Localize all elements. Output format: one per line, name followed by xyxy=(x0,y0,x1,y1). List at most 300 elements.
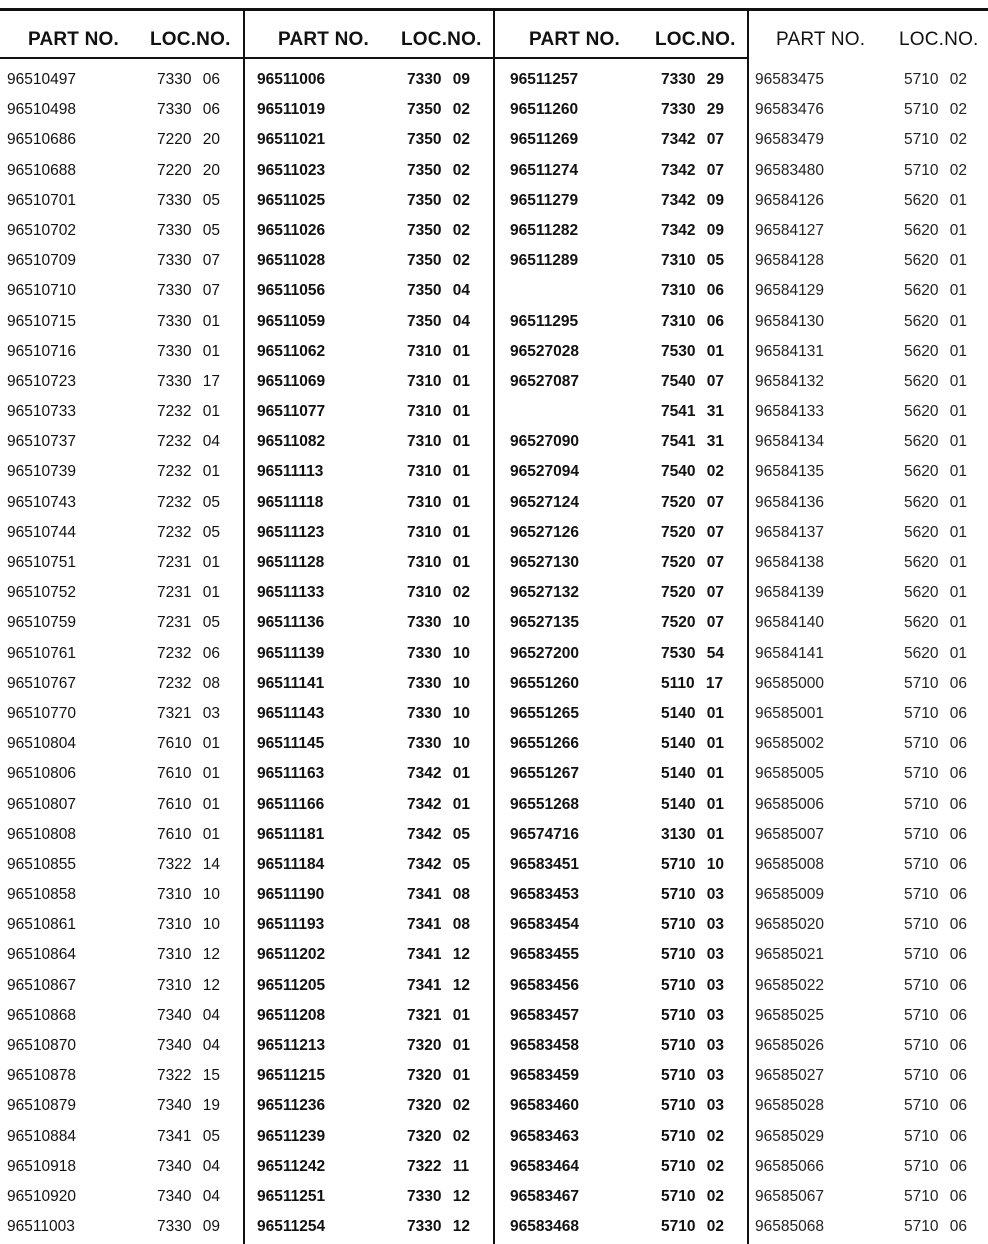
location-number: 7220 20 xyxy=(157,161,221,179)
location-number: 7310 01 xyxy=(407,433,471,451)
part-number: 96584127 xyxy=(755,221,824,239)
location-number: 5710 06 xyxy=(904,674,968,692)
location-number: 7341 08 xyxy=(407,886,471,904)
part-number: 96511021 xyxy=(257,131,326,149)
table-row xyxy=(495,1184,747,1214)
part-number: 96511184 xyxy=(257,855,325,873)
table-row xyxy=(495,429,747,459)
location-number: 7330 09 xyxy=(407,71,471,88)
table-row xyxy=(245,671,493,701)
part-number: 96511251 xyxy=(257,1187,326,1205)
table-row xyxy=(749,399,988,429)
parts-column-2 xyxy=(245,11,493,1244)
table-row xyxy=(0,158,243,188)
table-row xyxy=(495,580,747,610)
part-number: 96584136 xyxy=(755,493,824,511)
part-number: 96585021 xyxy=(755,946,824,964)
part-number: 96510767 xyxy=(7,674,76,692)
table-row xyxy=(245,248,493,278)
table-row xyxy=(245,912,493,942)
part-number: 96511236 xyxy=(257,1097,326,1115)
part-number: 96585005 xyxy=(755,765,824,783)
table-row xyxy=(495,1033,747,1063)
part-number: 96511208 xyxy=(257,1006,326,1024)
part-number: 96527028 xyxy=(510,342,579,360)
table-row xyxy=(749,369,988,399)
part-no-header: PART NO. xyxy=(28,29,119,50)
part-no-header: PART NO. xyxy=(529,29,620,50)
location-number: 5710 02 xyxy=(904,131,968,149)
part-number: 96511145 xyxy=(257,735,325,753)
table-row xyxy=(495,1214,747,1244)
location-number: 7310 06 xyxy=(661,312,725,330)
location-number: 5710 06 xyxy=(904,1097,968,1115)
location-number: 5620 01 xyxy=(904,463,968,481)
table-row xyxy=(245,882,493,912)
location-number: 7330 29 xyxy=(661,101,725,119)
table-row xyxy=(749,1093,988,1123)
part-number: 96584138 xyxy=(755,554,824,571)
table-row xyxy=(495,218,747,248)
table-row xyxy=(749,792,988,822)
part-number: 96583467 xyxy=(510,1187,579,1205)
location-number: 5710 02 xyxy=(661,1218,725,1236)
table-row xyxy=(0,1214,243,1244)
part-number: 96584141 xyxy=(755,644,824,662)
location-number: 5620 01 xyxy=(904,312,968,330)
part-number: 96583457 xyxy=(510,1006,579,1024)
location-number: 7310 12 xyxy=(157,976,221,994)
table-row xyxy=(495,1063,747,1093)
table-row xyxy=(0,309,243,339)
location-number: 7341 12 xyxy=(407,946,471,964)
location-number: 5710 02 xyxy=(661,1127,725,1145)
location-number: 7310 05 xyxy=(661,252,725,270)
part-number: 96510751 xyxy=(7,554,76,571)
location-number: 5620 01 xyxy=(904,493,968,511)
table-row xyxy=(245,188,493,218)
location-number: 7330 10 xyxy=(407,704,471,722)
location-number: 5110 17 xyxy=(661,674,724,692)
location-number: 7231 01 xyxy=(157,584,221,602)
part-number: 96510733 xyxy=(7,403,76,421)
table-row xyxy=(495,67,747,97)
table-row xyxy=(245,731,493,761)
table-row xyxy=(0,761,243,791)
table-row xyxy=(0,701,243,731)
part-number: 96510752 xyxy=(7,584,76,602)
location-number: 7610 01 xyxy=(157,765,221,783)
location-number: 7330 10 xyxy=(407,674,471,692)
location-number: 5620 01 xyxy=(904,614,968,632)
loc-no-header: LOC.NO. xyxy=(655,29,736,50)
part-no-header: PART NO. xyxy=(278,29,369,50)
location-number: 7341 12 xyxy=(407,976,471,994)
part-number: 96511059 xyxy=(257,312,326,330)
location-number: 5710 03 xyxy=(661,1067,725,1085)
part-number: 96511028 xyxy=(257,252,326,270)
location-number: 7322 14 xyxy=(157,855,221,873)
location-number: 7330 06 xyxy=(157,101,221,119)
part-number: 96510855 xyxy=(7,855,76,873)
table-row xyxy=(245,459,493,489)
table-row xyxy=(495,701,747,731)
part-number: 96584130 xyxy=(755,312,824,330)
table-row xyxy=(245,97,493,127)
location-number: 7350 02 xyxy=(407,101,471,119)
location-number: 7310 01 xyxy=(407,523,471,541)
table-row xyxy=(749,490,988,520)
table-row xyxy=(245,1124,493,1154)
parts-column-1 xyxy=(0,11,243,1244)
part-number: 96527126 xyxy=(510,523,579,541)
part-number: 96584137 xyxy=(755,523,824,541)
part-number: 96511143 xyxy=(257,704,325,722)
table-row xyxy=(245,278,493,308)
location-number: 5710 06 xyxy=(904,765,968,783)
location-number: 7350 02 xyxy=(407,221,471,239)
table-row xyxy=(0,399,243,429)
location-number: 7321 01 xyxy=(407,1006,471,1024)
part-number: 96583458 xyxy=(510,1037,579,1054)
part-number: 96583463 xyxy=(510,1127,579,1145)
location-number: 7330 09 xyxy=(157,1218,221,1236)
part-number: 96510770 xyxy=(7,704,76,722)
location-number: 7342 01 xyxy=(407,765,471,783)
part-number: 96510737 xyxy=(7,433,76,451)
part-number: 96584126 xyxy=(755,191,824,209)
table-row xyxy=(495,399,747,429)
location-number: 7340 04 xyxy=(157,1187,221,1205)
location-number: 5140 01 xyxy=(661,795,725,813)
part-number: 96527090 xyxy=(510,433,579,451)
part-number: 96510868 xyxy=(7,1006,76,1024)
location-number: 7540 02 xyxy=(661,463,725,481)
part-number: 96510808 xyxy=(7,825,76,843)
table-row xyxy=(245,701,493,731)
part-number: 96574716 xyxy=(510,825,579,843)
part-number: 96511025 xyxy=(257,191,326,209)
part-number: 96510497 xyxy=(7,71,76,88)
table-row xyxy=(245,942,493,972)
part-number: 96551265 xyxy=(510,704,579,722)
part-number: 96510858 xyxy=(7,886,76,904)
part-number: 96585026 xyxy=(755,1037,824,1054)
location-number: 7232 01 xyxy=(157,403,221,421)
part-number: 96511254 xyxy=(257,1218,326,1236)
location-number: 7520 07 xyxy=(661,584,725,602)
location-number: 5710 06 xyxy=(904,1006,968,1024)
table-row xyxy=(0,218,243,248)
part-number: 96551267 xyxy=(510,765,579,783)
location-number: 5710 06 xyxy=(904,795,968,813)
column-header xyxy=(495,11,747,67)
table-row xyxy=(245,761,493,791)
location-number: 7342 05 xyxy=(407,825,471,843)
table-row xyxy=(0,520,243,550)
location-number: 7330 10 xyxy=(407,644,471,662)
table-row xyxy=(495,369,747,399)
location-number: 7330 01 xyxy=(157,342,221,360)
part-number: 96511069 xyxy=(257,372,326,390)
part-number: 96551266 xyxy=(510,735,579,753)
location-number: 5620 01 xyxy=(904,644,968,662)
table-row xyxy=(245,641,493,671)
location-number: 5710 06 xyxy=(904,916,968,934)
location-number: 7322 15 xyxy=(157,1067,221,1085)
location-number: 5710 02 xyxy=(904,71,968,88)
location-number: 5620 01 xyxy=(904,403,968,421)
location-number: 5710 06 xyxy=(904,946,968,964)
table-row xyxy=(0,822,243,852)
loc-no-header: LOC.NO. xyxy=(899,29,979,50)
part-number: 96585020 xyxy=(755,916,824,934)
part-number: 96511139 xyxy=(257,644,325,662)
part-number: 96511202 xyxy=(257,946,326,964)
part-number: 96511133 xyxy=(257,584,325,602)
table-row xyxy=(749,309,988,339)
part-number: 96510761 xyxy=(7,644,76,662)
part-number: 96585007 xyxy=(755,825,824,843)
table-row xyxy=(245,399,493,429)
location-number: 7342 01 xyxy=(407,795,471,813)
table-row xyxy=(749,1063,988,1093)
part-number: 96583479 xyxy=(755,131,824,149)
part-number: 96510686 xyxy=(7,131,76,149)
loc-no-header: LOC.NO. xyxy=(150,29,231,50)
table-row xyxy=(245,852,493,882)
location-number: 5710 06 xyxy=(904,855,968,873)
part-number: 96510710 xyxy=(7,282,76,300)
location-number: 5620 01 xyxy=(904,584,968,602)
part-number: 96510688 xyxy=(7,161,76,179)
part-number: 96511279 xyxy=(510,191,579,209)
table-row xyxy=(495,550,747,580)
parts-column-3 xyxy=(495,11,747,1244)
column-header xyxy=(245,11,493,67)
location-number: 7330 10 xyxy=(407,735,471,753)
table-row xyxy=(749,339,988,369)
part-number: 96510878 xyxy=(7,1067,76,1085)
table-row xyxy=(749,1154,988,1184)
location-number: 7610 01 xyxy=(157,825,221,843)
table-row xyxy=(245,218,493,248)
table-row xyxy=(495,309,747,339)
location-number: 7350 04 xyxy=(407,282,471,300)
location-number: 7310 01 xyxy=(407,493,471,511)
location-number: 7330 12 xyxy=(407,1187,471,1205)
location-number: 7541 31 xyxy=(661,433,725,451)
location-number: 7342 09 xyxy=(661,191,725,209)
location-number: 5710 06 xyxy=(904,1157,968,1175)
location-number: 7220 20 xyxy=(157,131,221,149)
part-number: 96511295 xyxy=(510,312,579,330)
location-number: 5710 03 xyxy=(661,916,725,934)
table-row xyxy=(495,792,747,822)
table-row xyxy=(495,1124,747,1154)
table-row xyxy=(0,912,243,942)
location-number: 7541 31 xyxy=(661,403,725,421)
part-number: 96583475 xyxy=(755,71,824,88)
part-number: 96511181 xyxy=(257,825,325,843)
table-row xyxy=(245,973,493,1003)
location-number: 5710 02 xyxy=(904,101,968,119)
location-number: 7520 07 xyxy=(661,523,725,541)
part-number: 96583454 xyxy=(510,916,579,934)
part-number: 96527087 xyxy=(510,372,579,390)
part-number: 96583460 xyxy=(510,1097,579,1115)
part-number: 96511239 xyxy=(257,1127,326,1145)
part-number: 96511077 xyxy=(257,403,326,421)
part-number: 96511257 xyxy=(510,71,579,88)
table-row xyxy=(0,1093,243,1123)
table-row xyxy=(245,490,493,520)
location-number: 5710 06 xyxy=(904,976,968,994)
table-row xyxy=(749,1184,988,1214)
location-number: 7232 06 xyxy=(157,644,221,662)
location-number: 7310 10 xyxy=(157,886,221,904)
table-row xyxy=(245,822,493,852)
table-row xyxy=(0,1184,243,1214)
part-number: 96585022 xyxy=(755,976,824,994)
part-number: 96583480 xyxy=(755,161,824,179)
location-number: 5710 03 xyxy=(661,1006,725,1024)
table-row xyxy=(0,459,243,489)
part-number: 96527130 xyxy=(510,554,579,571)
part-number: 96511242 xyxy=(257,1157,326,1175)
table-row xyxy=(495,641,747,671)
location-number: 5710 06 xyxy=(904,1037,968,1054)
part-number: 96511113 xyxy=(257,463,324,481)
location-number: 5620 01 xyxy=(904,554,968,571)
part-number: 96510723 xyxy=(7,372,76,390)
part-number: 96511082 xyxy=(257,433,326,451)
table-row xyxy=(245,1063,493,1093)
loc-no-header: LOC.NO. xyxy=(401,29,482,50)
table-row xyxy=(495,822,747,852)
table-row xyxy=(495,520,747,550)
table-row xyxy=(0,580,243,610)
table-row xyxy=(749,188,988,218)
part-number: 96511274 xyxy=(510,161,579,179)
part-number: 96583468 xyxy=(510,1218,579,1236)
part-number: 96584131 xyxy=(755,342,824,360)
table-row xyxy=(245,1033,493,1063)
table-row xyxy=(0,1003,243,1033)
location-number: 5620 01 xyxy=(904,282,968,300)
part-number: 96551268 xyxy=(510,795,579,813)
location-number: 5710 06 xyxy=(904,1218,968,1236)
part-number: 96527135 xyxy=(510,614,579,632)
part-number: 96585002 xyxy=(755,735,824,753)
part-number: 96510759 xyxy=(7,614,76,632)
table-row xyxy=(0,1154,243,1184)
location-number: 7330 12 xyxy=(407,1218,471,1236)
part-number: 96511282 xyxy=(510,221,579,239)
location-number: 5710 06 xyxy=(904,1187,968,1205)
location-number: 7232 08 xyxy=(157,674,221,692)
location-number: 5710 02 xyxy=(661,1157,725,1175)
table-row xyxy=(749,701,988,731)
part-no-header: PART NO. xyxy=(776,29,866,50)
part-number: 96584133 xyxy=(755,403,824,421)
table-row xyxy=(0,973,243,1003)
location-number: 7231 05 xyxy=(157,614,221,632)
location-number: 5620 01 xyxy=(904,191,968,209)
part-number: 96583456 xyxy=(510,976,579,994)
part-number: 96584128 xyxy=(755,252,824,270)
location-number: 5710 06 xyxy=(904,825,968,843)
table-row xyxy=(0,671,243,701)
location-number: 5140 01 xyxy=(661,765,725,783)
parts-list xyxy=(245,67,493,1244)
location-number: 5140 01 xyxy=(661,735,725,753)
part-number: 96510807 xyxy=(7,795,76,813)
table-row xyxy=(0,550,243,580)
part-number: 96511136 xyxy=(257,614,325,632)
table-row xyxy=(245,550,493,580)
table-row xyxy=(495,942,747,972)
location-number: 7340 04 xyxy=(157,1006,221,1024)
parts-list xyxy=(0,67,243,1244)
part-number: 96511166 xyxy=(257,795,325,813)
table-row xyxy=(749,610,988,640)
location-number: 7330 07 xyxy=(157,252,221,270)
table-row xyxy=(495,188,747,218)
part-number: 96511023 xyxy=(257,161,326,179)
location-number: 5710 02 xyxy=(904,161,968,179)
table-row xyxy=(495,459,747,489)
location-number: 7530 01 xyxy=(661,342,725,360)
part-number: 96511118 xyxy=(257,493,324,511)
table-row xyxy=(749,1124,988,1154)
location-number: 5620 01 xyxy=(904,221,968,239)
location-number: 7520 07 xyxy=(661,614,725,632)
location-number: 7350 02 xyxy=(407,131,471,149)
location-number: 7310 02 xyxy=(407,584,471,602)
part-number: 96585029 xyxy=(755,1127,824,1145)
table-row xyxy=(495,731,747,761)
header-rule xyxy=(245,57,493,59)
table-row xyxy=(0,641,243,671)
part-number: 96510806 xyxy=(7,765,76,783)
location-number: 7310 12 xyxy=(157,946,221,964)
table-row xyxy=(749,248,988,278)
location-number: 5620 01 xyxy=(904,252,968,270)
part-number: 96510709 xyxy=(7,252,76,270)
part-number: 96583464 xyxy=(510,1157,579,1175)
part-number: 96585067 xyxy=(755,1187,824,1205)
part-number: 96511019 xyxy=(257,101,326,119)
location-number: 5710 03 xyxy=(661,976,725,994)
table-row xyxy=(245,158,493,188)
part-number: 96510864 xyxy=(7,946,76,964)
part-number: 96511062 xyxy=(257,342,326,360)
part-number: 96527124 xyxy=(510,493,579,511)
location-number: 7310 01 xyxy=(407,372,471,390)
table-row xyxy=(0,97,243,127)
table-row xyxy=(749,520,988,550)
column-header xyxy=(749,11,988,67)
table-row xyxy=(749,731,988,761)
location-number: 7341 05 xyxy=(157,1127,221,1145)
location-number: 7330 29 xyxy=(661,71,725,88)
part-number: 96585006 xyxy=(755,795,824,813)
table-row xyxy=(495,973,747,1003)
table-row xyxy=(495,852,747,882)
table-row xyxy=(749,278,988,308)
location-number: 7530 54 xyxy=(661,644,725,662)
